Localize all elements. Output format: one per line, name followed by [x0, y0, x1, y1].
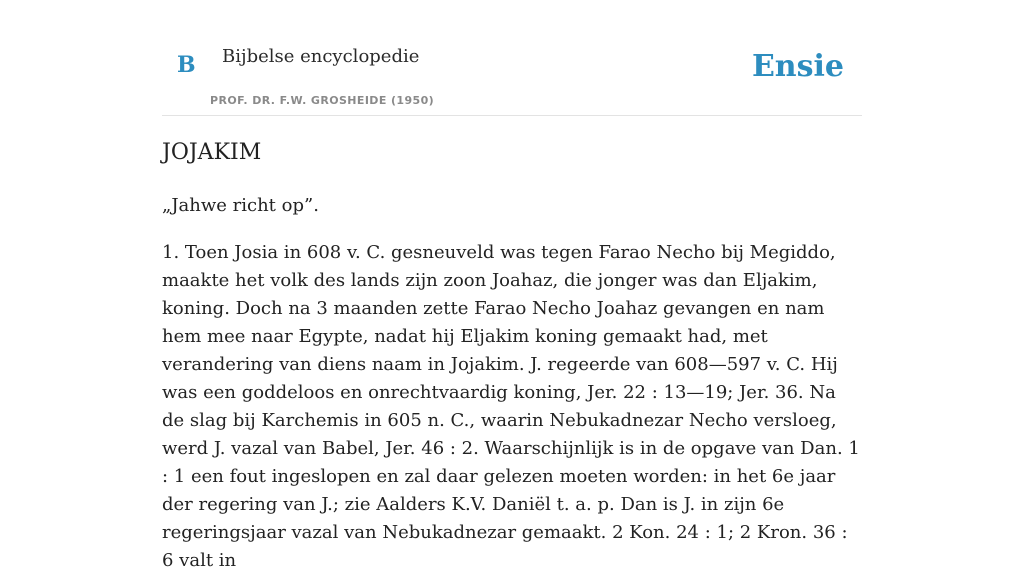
entry-body: 1. Toen Josia in 608 v. C. gesneuveld was tegen Farao Necho bij Megiddo, maakte het volk des lands zijn zoon Joahaz, die jonger was dan Eljakim, koning. Doch na 3 maanden zette Farao Necho Joahaz gevangen en nam hem mee naar Egypte, nadat hij Eljakim koning gemaakt had, met verandering van diens naam in Jojakim. J. regeerde van 608—597 v. C. Hij was een goddeloos en onrechtvaardig koning, Jer. 22 : 13—19; Jer. 36. Na de slag bij Karchemis in 605 n. C., waarin Nebukadnezar Necho versloeg, werd J. vazal van Babel, Jer. 46 : 2. Waarschijnlijk is in de opgave van Dan. 1 : 1 een fout ingeslopen en zal daar gelezen moeten worden: in het 6e jaar der regering van J.; zie Aalders K.V. Daniël t. a. p. Dan is J. in zijn 6e regeringsjaar vazal van Nebukadnezar gemaakt. 2 Kon. 24 : 1; 2 Kron. 36 : 6 valt in	[162, 242, 860, 571]
book-author: PROF. DR. F.W. GROSHEIDE (1950)	[210, 94, 435, 107]
page	[162, 0, 862, 571]
ensie-logo-link[interactable]: Ensie	[751, 49, 844, 84]
book-logo-icon[interactable]: B	[177, 52, 196, 78]
entry-title: JOJAKIM	[162, 140, 262, 165]
book-title-link[interactable]: Bijbelse encyclopedie	[222, 46, 420, 67]
header	[162, 0, 862, 116]
entry-meaning: „Jahwe richt op”.	[162, 195, 319, 216]
